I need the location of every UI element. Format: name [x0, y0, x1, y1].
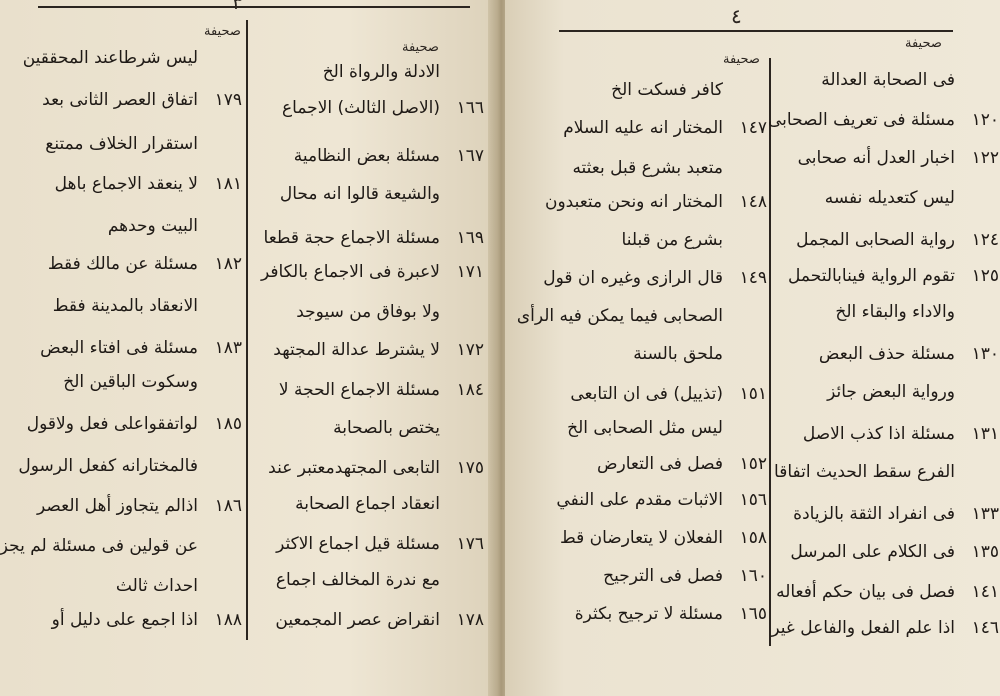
- left-page-right-column: [254, 62, 484, 642]
- list-item: ١٤٦اذا علم الفعل والفاعل غير: [771, 618, 999, 638]
- list-item: ١٤١فصل فى بيان حكم أفعاله: [776, 582, 999, 602]
- list-item: احداث ثالث: [115, 576, 198, 596]
- list-item: ١٤٩قال الرازى وغيره ان قول: [543, 268, 767, 288]
- list-item: ليس مثل الصحابى الخ: [567, 418, 723, 438]
- left-col-right-header: صحيفة: [402, 40, 439, 55]
- list-item: ١٣٣فى انفراد الثقة بالزيادة: [793, 504, 999, 524]
- list-item: استقرار الخلاف ممتنع: [45, 134, 198, 154]
- list-item: ١٣٥فى الكلام على المرسل: [790, 542, 999, 562]
- list-item: مع ندرة المخالف اجماع: [275, 570, 440, 590]
- left-column-divider: [246, 20, 248, 640]
- list-item: ١٨٣مسئلة فى افتاء البعض: [40, 338, 242, 358]
- list-item: ١٧٦مسئلة قيل اجماع الاكثر: [276, 534, 484, 554]
- list-item: والاداء والبقاء الخ: [835, 302, 955, 322]
- list-item: يختص بالصحابة: [333, 418, 440, 438]
- list-item: فى الصحابة العدالة: [821, 70, 955, 90]
- list-item: ١٢٥تقوم الرواية فينابالتحمل: [788, 266, 999, 286]
- list-item: ١٨٢مسئلة عن مالك فقط: [47, 254, 242, 274]
- list-item: ١٦٦(الاصل الثالث) الاجماع: [282, 98, 484, 118]
- list-item: ١٥٢فصل فى التعارض: [596, 454, 767, 474]
- list-item: ١٢٤رواية الصحابى المجمل: [796, 230, 999, 250]
- list-item: والشيعة قالوا انه محال: [279, 184, 440, 204]
- list-item: فالمختارانه كفعل الرسول: [18, 456, 198, 476]
- list-item: بشرع من قبلنا: [621, 230, 723, 250]
- right-column-divider: [769, 58, 771, 646]
- list-item: ملحق بالسنة: [633, 344, 723, 364]
- list-item: ١٨١لا ينعقد الاجماع باهل: [54, 174, 242, 194]
- list-item: ١٦٩مسئلة الاجماع حجة قطعا: [263, 228, 484, 248]
- list-item: ١٧٢لا يشترط عدالة المجتهد: [273, 340, 484, 360]
- list-item: انعقاد اجماع الصحابة: [295, 494, 440, 514]
- list-item: ١٥٦الاثبات مقدم على النفي: [556, 490, 767, 510]
- left-col-left-header: صحيفة: [204, 24, 241, 39]
- list-item: ١٢٢اخبار العدل أنه صحابى: [797, 148, 999, 168]
- list-item: ورواية البعض جائز: [827, 382, 955, 402]
- right-page: [505, 0, 1000, 696]
- list-item: ١٧٩اتفاق العصر الثانى بعد: [42, 90, 242, 110]
- list-item: الفرع سقط الحديث اتفاقا: [774, 462, 955, 482]
- left-page-left-column: [0, 48, 242, 648]
- right-col-left-header: صحيفة: [723, 52, 760, 67]
- list-item: الصحابى فيما يمكن فيه الرأى: [516, 306, 723, 326]
- list-item: متعبد بشرع قبل بعثته: [572, 158, 723, 178]
- list-item: ١٨٥لواتفقواعلى فعل ولاقول: [26, 414, 242, 434]
- right-page-right-column: [768, 70, 999, 650]
- list-item: ١٧٨انقراض عصر المجمعين: [275, 610, 484, 630]
- list-item: ١٨٦اذالم يتجاوز أهل العصر: [37, 496, 242, 516]
- list-item: ١٥٨الفعلان لا يتعارضان قط: [559, 528, 767, 548]
- list-item: ليس كتعديله نفسه: [824, 188, 955, 208]
- list-item: ١٥١(تذييل) فى ان التابعى: [570, 384, 767, 404]
- right-corner-header: صحيفة: [905, 36, 942, 51]
- list-item: ١٤٧المختار انه عليه السلام: [563, 118, 767, 138]
- list-item: ١٤٨المختار انه ونحن متعبدون: [544, 192, 767, 212]
- list-item: ١٣٠مسئلة حذف البعض: [818, 344, 999, 364]
- list-item: ليس شرطاعند المحققين: [22, 48, 198, 68]
- list-item: ١٨٤مسئلة الاجماع الحجة لا: [278, 380, 484, 400]
- right-page-number: ٤: [731, 4, 742, 28]
- right-page-left-column: [516, 80, 767, 640]
- right-top-rule: [559, 30, 953, 32]
- list-item: ١٨٨اذا اجمع على دليل أو: [51, 610, 242, 630]
- list-item: عن قولين فى مسئلة لم يجز: [0, 536, 198, 556]
- left-top-rule: [38, 6, 470, 8]
- list-item: ١٣١مسئلة اذا كذب الاصل: [802, 424, 999, 444]
- list-item: ولا بوفاق من سيوجد: [296, 302, 440, 322]
- list-item: ١٦٠فصل فى الترجيح: [603, 566, 767, 586]
- left-page: [0, 0, 495, 696]
- list-item: الانعقاد بالمدينة فقط: [52, 296, 198, 316]
- list-item: ١٧٥التابعى المجتهدمعتبر عند: [268, 458, 484, 478]
- list-item: كافر فسكت الخ: [611, 80, 723, 100]
- list-item: ١٢٠مسئلة فى تعريف الصحابى: [768, 110, 999, 130]
- list-item: ١٦٧مسئلة بعض النظامية: [293, 146, 484, 166]
- list-item: ١٦٥مسئلة لا ترجيح بكثرة: [574, 604, 767, 624]
- list-item: الادلة والرواة الخ: [322, 62, 440, 82]
- list-item: وسكوت الباقين الخ: [63, 372, 198, 392]
- list-item: ١٧١لاعبرة فى الاجماع بالكافر: [260, 262, 484, 282]
- list-item: البيت وحدهم: [107, 216, 198, 236]
